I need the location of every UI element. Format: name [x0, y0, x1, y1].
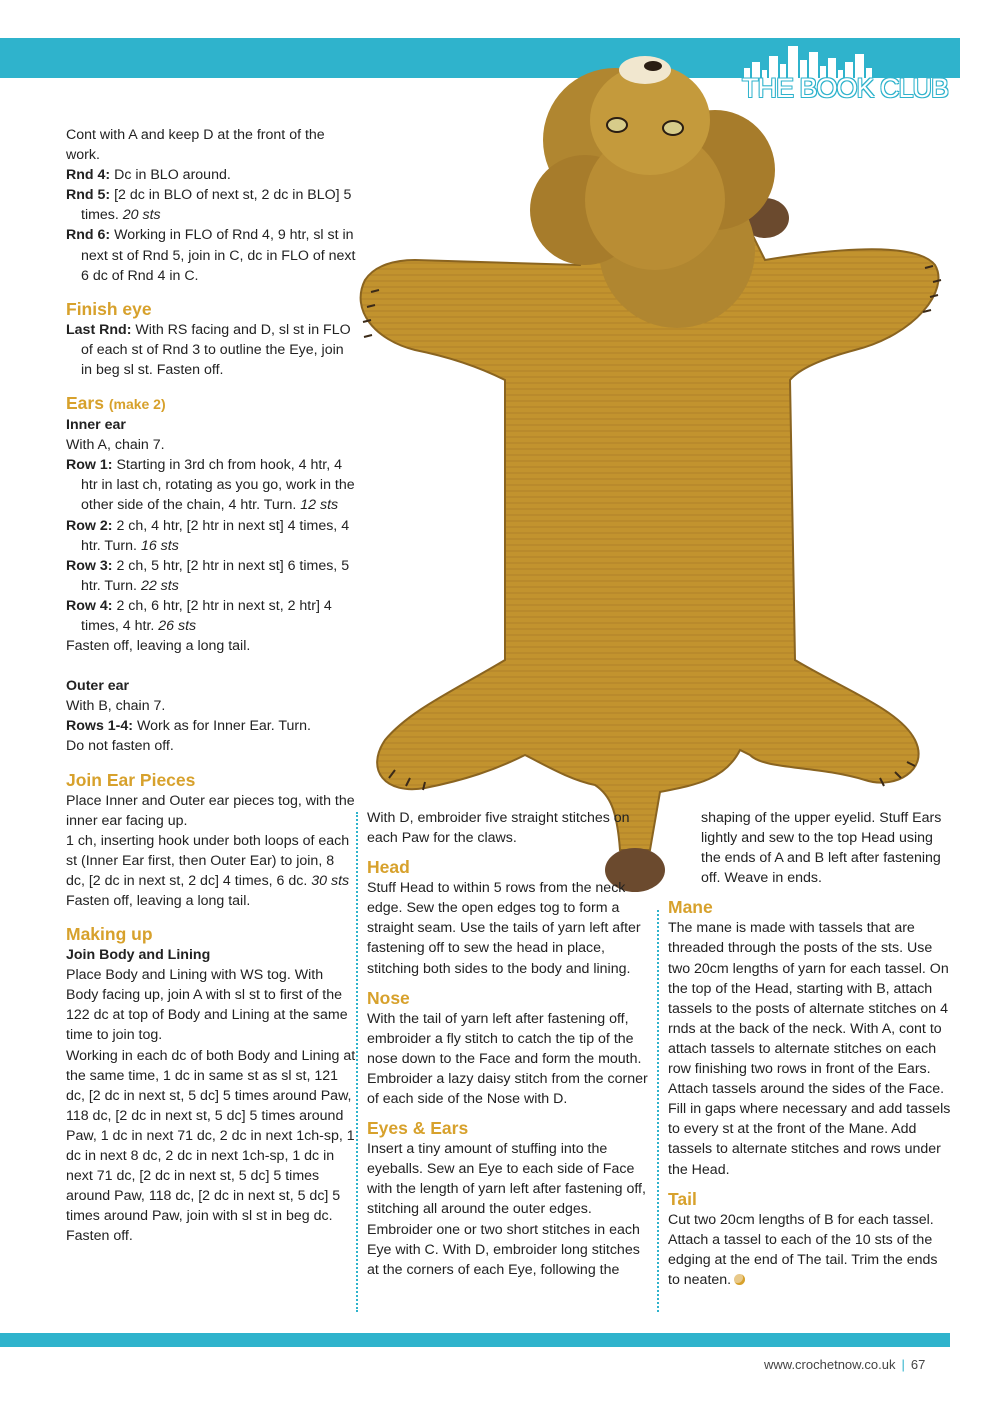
- row2: Row 2: 2 ch, 4 htr, [2 htr in next st] 4 times, 4 htr. Turn. 16 sts: [66, 517, 350, 554]
- join-p1: Place Inner and Outer ear pieces tog, with the inner ear facing up.: [66, 792, 355, 829]
- nose-text: With the tail of yarn left after fastening off, embroider a fly stitch to catch the tip of the nose down to the Face and form the mouth. Embroider a lazy daisy stitch from the corner of each side of the Nose with D.: [367, 1010, 648, 1108]
- eyes-text: Insert a tiny amount of stuffing into the eyeballs. Sew an Eye to each side of Face with the length of yarn left after fastening off, stitching all around the outer edges. Embroider one or two short stitches in each Eye with C. With D, embroider long stitches at the corners of each Eye, following the: [367, 1141, 646, 1278]
- row3: Row 3: 2 ch, 5 htr, [2 htr in next st] 6 times, 5 htr. Turn. 22 sts: [66, 557, 350, 594]
- row1: Row 1: Starting in 3rd ch from hook, 4 htr, 4 htr in last ch, rotating as you go, work in the other side of the chain, 4 htr. Turn. 12 sts: [66, 457, 355, 514]
- lion-muzzle: [619, 56, 671, 84]
- body-p2: Working in each dc of both Body and Lining at the same time, 1 dc in same st as sl st, 121 dc, [2 dc in next st, 5 dc] 5 times around Paw, 118 dc, [2 dc in next st, 5 dc] 5 times around Paw, 1 dc in next 71 dc, 2 dc in next 1ch-sp, 1 dc in next 8 dc, 2 dc in next 1ch-sp, 1 dc in next 71 dc, [2 dc in next st, 5 dc] 5 times around Paw, 118 dc, [2 dc in next st, 5 dc] 5 times around Paw, join with sl st in beg dc. Fasten off.: [66, 1047, 356, 1245]
- join-p3: Fasten off, leaving a long tail.: [66, 893, 251, 909]
- head-heading: Head: [367, 857, 410, 878]
- body-p1: Place Body and Lining with WS tog. With Body facing up, join A with sl st to first of the 122 dc at top of Body and Lining at the same time to join tog.: [66, 967, 348, 1044]
- yarn-ball-icon: [734, 1274, 745, 1285]
- join-body-heading: Join Body and Lining: [66, 947, 211, 964]
- eye-left: [607, 118, 627, 132]
- nose-heading: Nose: [367, 987, 410, 1008]
- footer-url[interactable]: www.crochetnow.co.uk: [764, 1357, 896, 1372]
- join-p2: 1 ch, inserting hook under both loops of each st (Inner Ear first, then Outer Ear) to join, 8 dc, [2 dc in next st, 2 dc] 4 times, 6 dc. 30 sts: [66, 832, 350, 889]
- lion-rug-illustration: [355, 50, 950, 895]
- column-3-continuation: shaping of the upper eyelid. Stuff Ears lightly and sew to the top Head using the ends of A and B left after fastening off. Weave in ends.: [701, 810, 942, 887]
- finish-eye-heading: Finish eye: [66, 298, 152, 319]
- rnd6: Rnd 6: Working in FLO of Rnd 4, 9 htr, sl st in next st of Rnd 5, join in C, dc in FLO of next 6 dc of Rnd 4 in C.: [66, 227, 356, 284]
- footer-bar: [0, 1333, 950, 1347]
- eyes-ears-heading: Eyes & Ears: [367, 1118, 469, 1139]
- rnd5: Rnd 5: [2 dc in BLO of next st, 2 dc in BLO] 5 times. 20 sts: [66, 187, 352, 224]
- rnd4: Rnd 4: Dc in BLO around.: [66, 167, 231, 184]
- mane-text: The mane is made with tassels that are threaded through the posts of the sts. Use two 20cm lengths of yarn for each tassel. On the top of the Head, starting with B, attach tassels to the posts of alternate stitches on 4 rnds at the back of the neck. With A, cont to attach tassels to alternate stitches on each row finishing two rows in front of the Ears. Attach tassels around the sides of the Face. Fill in gaps where necessary and add tassels to every st at the front of the Mane. Add tassels to alternate stitches and rows under the Head.: [668, 920, 951, 1178]
- intro-text: Cont with A and keep D at the front of the work.: [66, 127, 325, 164]
- column-divider-1: [356, 812, 358, 1312]
- inner-fasten: Fasten off, leaving a long tail.: [66, 638, 251, 655]
- outer-ear-heading: Outer ear: [66, 678, 130, 695]
- outer-fasten: Do not fasten off.: [66, 738, 174, 755]
- rows1-4: Rows 1-4: Work as for Inner Ear. Turn.: [66, 718, 311, 735]
- tail-heading: Tail: [668, 1188, 697, 1209]
- column-divider-2: [657, 910, 659, 1312]
- making-up-heading: Making up: [66, 924, 153, 945]
- row4: Row 4: 2 ch, 6 htr, [2 htr in next st, 2 htr] 4 times, 4 htr. 26 sts: [66, 597, 332, 634]
- page-number: 67: [910, 1357, 926, 1372]
- brand-title: THE BOOK CLUB: [742, 73, 949, 103]
- ears-heading: Ears (make 2): [66, 393, 166, 414]
- inner-chain: With A, chain 7.: [66, 437, 165, 454]
- lion-nose: [644, 61, 662, 71]
- join-ear-heading: Join Ear Pieces: [66, 769, 196, 790]
- last-rnd: Last Rnd: With RS facing and D, sl st in FLO of each st of Rnd 3 to outline the Eye, join in beg sl st. Fasten off.: [66, 321, 351, 378]
- footer: www.crochetnow.co.uk | 67: [764, 1357, 926, 1372]
- outer-chain: With B, chain 7.: [66, 698, 166, 715]
- head-text: Stuff Head to within 5 rows from the neck edge. Sew the open edges tog to form a straight seam. Use the tails of yarn left after fastening off to sew the head in place, stitching both sides to the body and lining.: [367, 880, 641, 977]
- claws-text: With D, embroider five straight stitches on each Paw for the claws.: [367, 810, 630, 847]
- mane-heading: Mane: [668, 897, 713, 918]
- eye-right: [663, 121, 683, 135]
- column-1: [66, 125, 356, 1247]
- tail-text: Cut two 20cm lengths of B for each tassel. Attach a tassel to each of the 10 sts of the edging at the end of The tail. Trim the ends to neaten.: [668, 1211, 938, 1288]
- column-3: [668, 808, 953, 1290]
- inner-ear-heading: Inner ear: [66, 417, 126, 434]
- column-2: [367, 808, 652, 1280]
